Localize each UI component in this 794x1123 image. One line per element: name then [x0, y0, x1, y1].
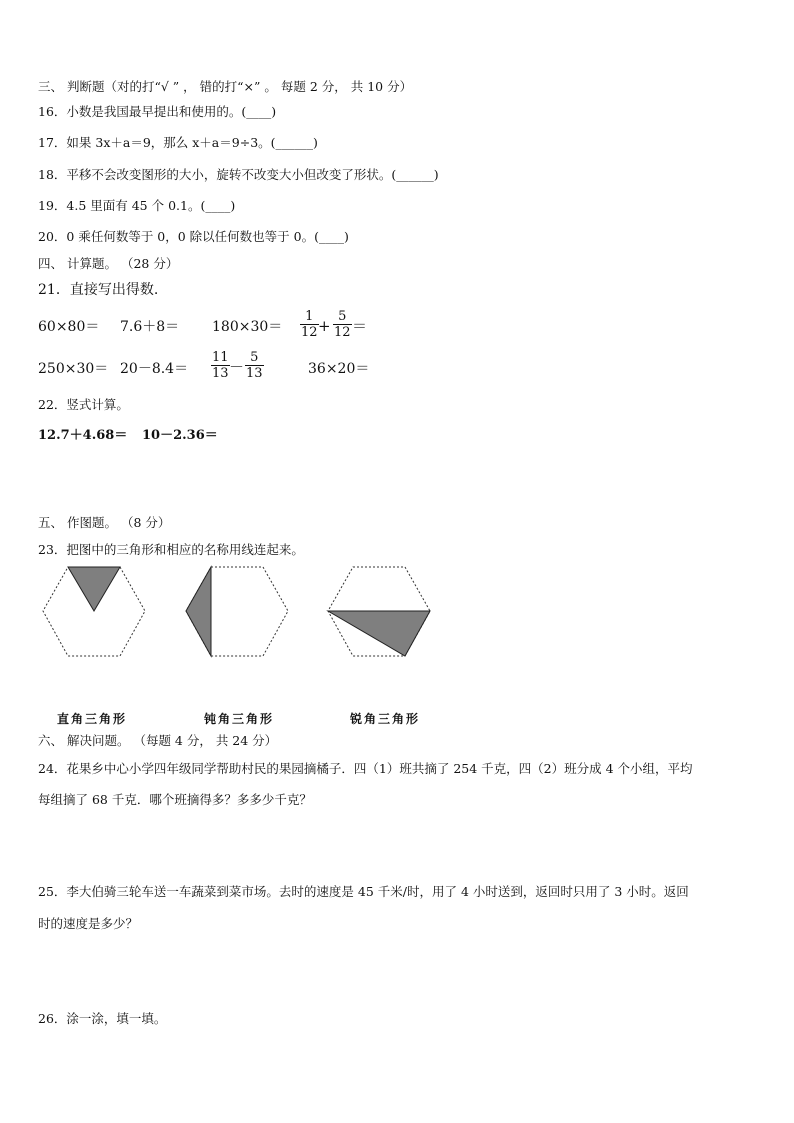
- label-obtuse-triangle: 钝角三角形: [204, 712, 275, 726]
- question-25-line-1: 25．李大伯骑三轮车送一车蔬菜到菜市场。去时的速度是 45 千米/时，用了 4 小时送到，返回时只用了 3 小时。返回: [38, 884, 689, 899]
- calc-36x20: 36×20＝: [308, 361, 370, 377]
- section-6-header: 六、 解决问题。 （每题 4 分， 共 24 分）: [38, 733, 278, 748]
- calc-60x80: 60×80＝: [38, 319, 100, 335]
- fraction-11-13: [211, 350, 230, 381]
- numerator: 1: [305, 309, 314, 324]
- hexagon-figure-1: [40, 565, 148, 659]
- shaded-obtuse-triangle: [186, 567, 211, 656]
- question-25-line-2: 时的速度是多少？: [38, 916, 139, 931]
- hexagon-figure-2: [183, 565, 291, 659]
- section-4-header: 四、 计算题。 （28 分）: [38, 256, 179, 271]
- denominator: 13: [246, 366, 263, 381]
- label-acute-triangle: 锐角三角形: [350, 712, 421, 726]
- calc-20minus8.4: 20－8.4＝: [120, 361, 189, 377]
- shaded-acute-triangle: [328, 611, 430, 656]
- question-23: 23．把图中的三角形和相应的名称用线连起来。: [38, 542, 304, 557]
- vertical-calc-1: 12.7＋4.68＝: [38, 428, 128, 443]
- question-22: 22．竖式计算。: [38, 397, 129, 412]
- vertical-calc-2: 10－2.36＝: [142, 428, 218, 443]
- denominator: 13: [212, 366, 229, 381]
- section-5-header: 五、 作图题。 （8 分）: [38, 515, 171, 530]
- numerator: 5: [250, 350, 259, 365]
- question-21: 21．直接写出得数.: [38, 282, 159, 298]
- question-20: 20．0 乘任何数等于 0，0 除以任何数也等于 0。(____): [38, 229, 349, 244]
- question-26: 26．涂一涂，填一填。: [38, 1011, 167, 1026]
- shaded-right-triangle: [68, 567, 120, 611]
- calc-180x30: 180×30＝: [212, 319, 283, 335]
- question-18: 18．平移不会改变图形的大小，旋转不改变大小但改变了形状。(______): [38, 167, 439, 182]
- question-17: 17．如果 3x＋a＝9，那么 x＋a＝9÷3。(______): [38, 135, 318, 150]
- question-16: 16．小数是我国最早提出和使用的。(____): [38, 104, 277, 119]
- denominator: 12: [334, 325, 351, 340]
- section-3-header: 三、 判断题（对的打“√ ” ， 错的打“×” 。 每题 2 分， 共 10 分）: [38, 79, 413, 94]
- plus-operator: +: [318, 317, 331, 335]
- fraction-5-13: [245, 350, 264, 381]
- numerator: 11: [212, 350, 229, 365]
- equals-sign: ＝: [352, 317, 368, 335]
- calc-7.6plus8: 7.6＋8＝: [120, 319, 180, 335]
- fraction-5-12: [333, 309, 352, 340]
- question-24-line-1: 24．花果乡中心小学四年级同学帮助村民的果园摘橘子．四（1）班共摘了 254 千克，四（2）班分成 4 个小组，平均: [38, 761, 693, 776]
- minus-operator: －: [229, 358, 245, 376]
- calc-250x30: 250×30＝: [38, 361, 109, 377]
- question-24-line-2: 每组摘了 68 千克．哪个班摘得多？多多少千克？: [38, 792, 312, 807]
- fraction-1-12: [300, 309, 319, 340]
- label-right-triangle: 直角三角形: [57, 712, 128, 726]
- question-19: 19．4.5 里面有 45 个 0.1。(____): [38, 198, 236, 213]
- numerator: 5: [338, 309, 347, 324]
- denominator: 12: [301, 325, 318, 340]
- hexagon-figure-3: [325, 565, 433, 659]
